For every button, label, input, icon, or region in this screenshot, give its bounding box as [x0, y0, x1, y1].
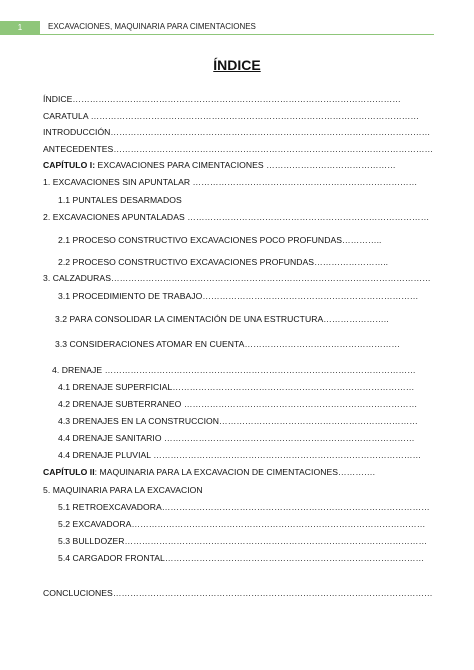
toc-entry-1-1[interactable]: 1.1 PUNTALES DESARMADOS	[58, 195, 182, 205]
toc-entry-2[interactable]: 2. EXCAVACIONES APUNTALADAS …………………………………………………………………………	[43, 212, 430, 222]
toc-entry-1[interactable]: 1. EXCAVACIONES SIN APUNTALAR ……………………………………………………………………	[43, 177, 418, 187]
toc-entry-4-3[interactable]: 4.3 DRENAJES EN LA CONSTRUCCION……………………………………………………………	[58, 416, 418, 426]
toc-entry-2-2[interactable]: 2.2 PROCESO CONSTRUCTIVO EXCAVACIONES PROFUNDAS……………………..	[58, 257, 389, 267]
toc-entry-2-1[interactable]: 2.1 PROCESO CONSTRUCTIVO EXCAVACIONES POCO PROFUNDAS…………..	[58, 235, 382, 245]
toc-entry-3-3[interactable]: 3.3 CONSIDERACIONES ATOMAR EN CUENTA………………………………………………	[55, 339, 401, 349]
page-title: ÍNDICE	[213, 57, 261, 73]
running-title: EXCAVACIONES, MAQUINARIA PARA CIMENTACIONES	[48, 22, 256, 31]
toc-entry-caratula[interactable]: CARATULA ……………………………………………………………………………………………………	[43, 111, 420, 121]
toc-entry-4-4-sanitario[interactable]: 4.4 DRENAJE SANITARIO ……………………………………………………………………………	[58, 433, 415, 443]
toc-entry-capitulo-1[interactable]: CAPÍTULO I: EXCAVACIONES PARA CIMENTACIONES ………………………………………	[43, 160, 396, 170]
toc-entry-5-4[interactable]: 5.4 CARGADOR FRONTAL………………………………………………………………………………	[58, 553, 425, 563]
page-number: 1	[0, 21, 40, 35]
toc-entry-indice[interactable]: ÍNDICE……………………………………………………………………………………………………	[43, 94, 401, 104]
toc-entry-introduccion[interactable]: INTRODUCCIÓN…………………………………………………………………………………………………	[43, 127, 431, 137]
toc-entry-capitulo-2[interactable]: CAPÍTULO II: MAQUINARIA PARA LA EXCAVACION DE CIMENTACIONES………….	[43, 467, 376, 477]
toc-entry-5-1[interactable]: 5.1 RETROEXCAVADORA…………………………………………………………………………………	[58, 502, 430, 512]
toc-entry-5-3[interactable]: 5.3 BULLDOZER……………………………………………………………………………………………	[58, 536, 428, 546]
toc-entry-3[interactable]: 3. CALZADURAS…………………………………………………………………………………………………	[43, 273, 431, 283]
toc-entry-conclusiones[interactable]: CONCLUCIONES…………………………………………………………………………………………………	[43, 588, 433, 598]
toc-entry-3-2[interactable]: 3.2 PARA CONSOLIDAR LA CIMENTACIÓN DE UNA ESTRUCTURA…………………..	[55, 314, 389, 324]
toc-entry-4-1[interactable]: 4.1 DRENAJE SUPERFICIAL…………………………………………………………………………	[58, 382, 415, 392]
toc-entry-5-2[interactable]: 5.2 EXCAVADORA…………………………………………………………………………………………	[58, 519, 426, 529]
toc-entry-5[interactable]: 5. MAQUINARIA PARA LA EXCAVACION	[43, 485, 203, 495]
toc-entry-antecedentes[interactable]: ANTECEDENTES…………………………………………………………………………………………………	[43, 144, 434, 154]
toc-entry-4-4-pluvial[interactable]: 4.4 DRENAJE PLUVIAL …………………………………………………………………………………	[58, 450, 422, 460]
toc-entry-4[interactable]: 4. DRENAJE ………………………………………………………………………………………………	[52, 365, 416, 375]
toc-entry-3-1[interactable]: 3.1 PROCEDIMIENTO DE TRABAJO…………………………………………………………………	[58, 291, 419, 301]
toc-entry-4-2[interactable]: 4.2 DRENAJE SUBTERRANEO ………………………………………………………………………	[58, 399, 418, 409]
